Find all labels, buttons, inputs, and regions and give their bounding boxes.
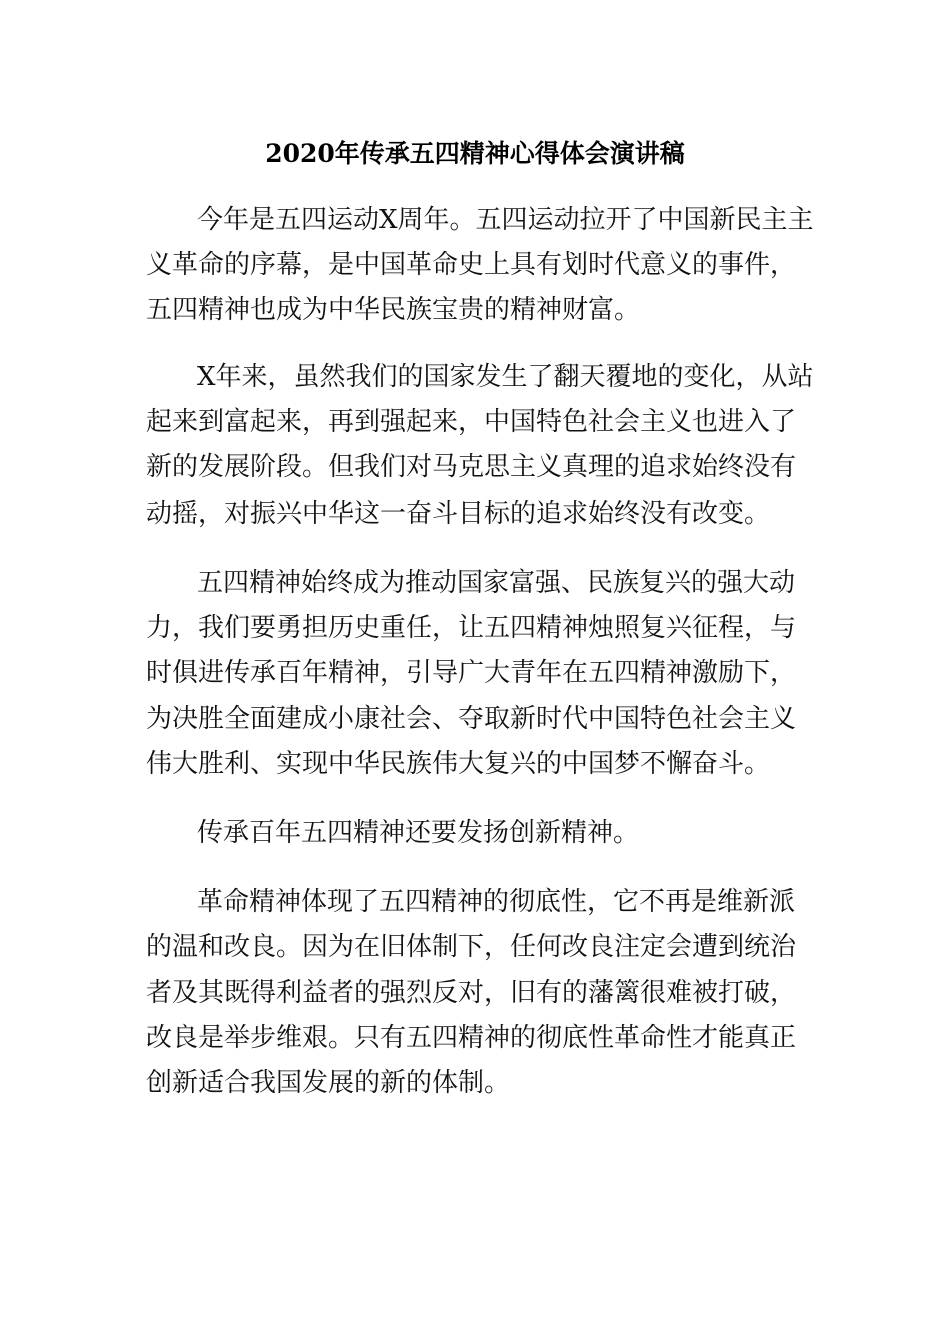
paragraph-line: 力，我们要勇担历史重任，让五四精神烛照复兴征程，与: [146, 613, 797, 643]
paragraph-line: 为决胜全面建成小康社会、夺取新时代中国特色社会主义: [146, 704, 797, 734]
paragraph-line: 革命精神体现了五四精神的彻底性，它不再是维新派: [197, 887, 796, 917]
paragraph-line: 新的发展阶段。但我们对马克思主义真理的追求始终没有: [146, 452, 797, 482]
paragraph-line: 的温和改良。因为在旧体制下，任何改良注定会遭到统治: [146, 932, 797, 962]
paragraph-line: 起来到富起来，再到强起来，中国特色社会主义也进入了: [146, 407, 797, 437]
paragraph-line: 改良是举步维艰。只有五四精神的彻底性革命性才能真正: [146, 1023, 797, 1053]
paragraph-line: 传承百年五四精神还要发扬创新精神。: [197, 818, 640, 848]
paragraph-line: 五四精神也成为中华民族宝贵的精神财富。: [146, 295, 641, 325]
paragraph-line: 义革命的序幕，是中国革命史上具有划时代意义的事件，: [146, 250, 797, 280]
document-title: 2020年传承五四精神心得体会演讲稿: [265, 139, 685, 168]
paragraph-line: 者及其既得利益者的强烈反对，旧有的藩篱很难被打破，: [146, 978, 797, 1008]
paragraph-line: 动摇，对振兴中华这一奋斗目标的追求始终没有改变。: [146, 499, 771, 529]
paragraph-line: 五四精神始终成为推动国家富强、民族复兴的强大动: [197, 568, 796, 598]
paragraph-line: 伟大胜利、实现中华民族伟大复兴的中国梦不懈奋斗。: [146, 749, 771, 779]
paragraph-line: X年来，虽然我们的国家发生了翻天覆地的变化，从站: [197, 362, 814, 392]
paragraph-line: 创新适合我国发展的新的体制。: [146, 1068, 511, 1098]
paragraph-line: 今年是五四运动X周年。五四运动拉开了中国新民主主: [197, 205, 814, 235]
paragraph-line: 时俱进传承百年精神，引导广大青年在五四精神激励下，: [146, 658, 797, 688]
